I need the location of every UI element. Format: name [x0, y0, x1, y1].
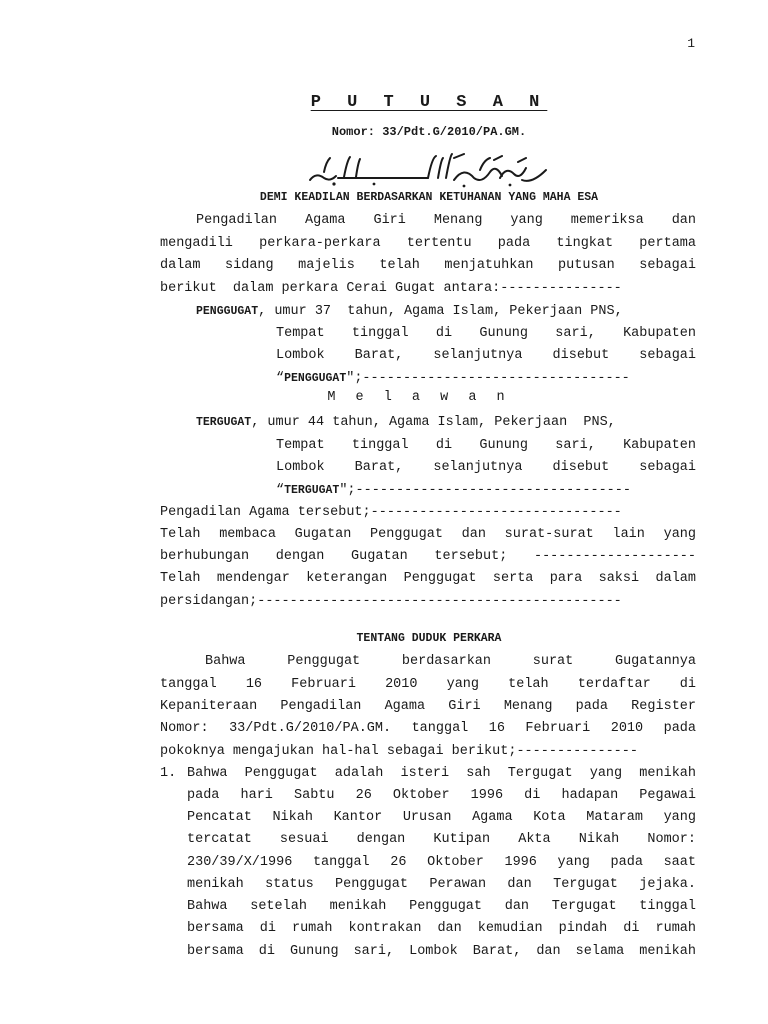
item-line: Bahwa setelah menikah Penggugat dan Tergugat tinggal — [187, 899, 696, 914]
penggugat-quote-label: PENGGUGAT — [284, 372, 347, 385]
duduk-line: tanggal 16 Februari 2010 yang telah terdaftar di — [160, 677, 696, 692]
opening-line: berikut dalam perkara Cerai Gugat antara:--------------- — [160, 281, 622, 296]
case-number: Nomor: 33/Pdt.G/2010/PA.GM. — [331, 125, 527, 139]
tergugat-line-1 — [196, 412, 616, 434]
basmalah-calligraphy — [304, 150, 552, 188]
opening-line: Pengadilan Agama Giri Menang yang memeriksa dan — [196, 213, 696, 228]
closing-line: Pengadilan Agama tersebut;------------------------------- — [160, 505, 622, 520]
penggugat-line-4-rest: ";--------------------------------- — [346, 371, 630, 386]
item-line: menikah status Penggugat Perawan dan Tergugat jejaka. — [187, 877, 696, 892]
penggugat-line-4: “PENGGUGAT";--------------------------------- — [276, 371, 630, 386]
duduk-line: Nomor: 33/Pdt.G/2010/PA.GM. tanggal 16 Februari 2010 pada — [160, 721, 696, 736]
penggugat-line-1 — [196, 301, 623, 323]
penggugat-line-2: Tempat tinggal di Gunung sari, Kabupaten — [276, 326, 696, 341]
item-line: 230/39/X/1996 tanggal 26 Oktober 1996 yang pada saat — [187, 855, 696, 870]
page-number: 1 — [687, 36, 695, 51]
closing-line: Telah mendengar keterangan Penggugat serta para saksi dalam — [160, 571, 696, 586]
penggugat-details: , umur 37 tahun, Agama Islam, Pekerjaan PNS, — [258, 304, 623, 319]
item-line: tercatat sesuai dengan Kutipan Akta Nikah Nomor: — [187, 832, 696, 847]
melawan-heading: M e l a w a n — [327, 390, 511, 405]
tergugat-quote-label: TERGUGAT — [284, 484, 340, 497]
opening-line: mengadili perkara-perkara tertentu pada tingkat pertama — [160, 236, 696, 251]
penggugat-label: PENGGUGAT — [196, 305, 259, 318]
duduk-line: pokoknya mengajukan hal-hal sebagai berikut;--------------- — [160, 744, 638, 759]
section-heading: TENTANG DUDUK PERKARA — [356, 632, 502, 645]
tergugat-line-4: “TERGUGAT";---------------------------------- — [276, 483, 631, 498]
item-line: Bahwa Penggugat adalah isteri sah Tergugat yang menikah — [187, 766, 696, 781]
opening-line: dalam sidang majelis telah menjatuhkan putusan sebagai — [160, 258, 696, 273]
duduk-line: Kepaniteraan Pengadilan Agama Giri Menang pada Register — [160, 699, 696, 714]
item-line: pada hari Sabtu 26 Oktober 1996 di hadapan Pegawai — [187, 788, 696, 803]
closing-line: Telah membaca Gugatan Penggugat dan surat-surat lain yang — [160, 527, 696, 542]
tergugat-details: , umur 44 tahun, Agama Islam, Pekerjaan PNS, — [251, 415, 616, 430]
item-number: 1. — [160, 766, 177, 781]
penggugat-line-3: Lombok Barat, selanjutnya disebut sebagai — [276, 348, 696, 363]
item-line: bersama di Gunung sari, Lombok Barat, dan selama menikah — [187, 944, 696, 959]
closing-line: persidangan;--------------------------------------------- — [160, 594, 622, 609]
invocation-heading: DEMI KEADILAN BERDASARKAN KETUHANAN YANG MAHA ESA — [259, 191, 599, 204]
document-title: P U T U S A N — [310, 93, 548, 112]
item-line: Pencatat Nikah Kantor Urusan Agama Kota Mataram yang — [187, 810, 696, 825]
tergugat-line-3: Lombok Barat, selanjutnya disebut sebagai — [276, 460, 696, 475]
tergugat-label: TERGUGAT — [196, 416, 252, 429]
closing-line: berhubungan dengan Gugatan tersebut; -------------------- — [160, 549, 696, 564]
tergugat-line-4-rest: ";---------------------------------- — [339, 483, 631, 498]
tergugat-line-2: Tempat tinggal di Gunung sari, Kabupaten — [276, 438, 696, 453]
item-line: bersama di rumah kontrakan dan kemudian pindah di rumah — [187, 921, 696, 936]
duduk-line: Bahwa Penggugat berdasarkan surat Gugatannya — [205, 654, 696, 669]
